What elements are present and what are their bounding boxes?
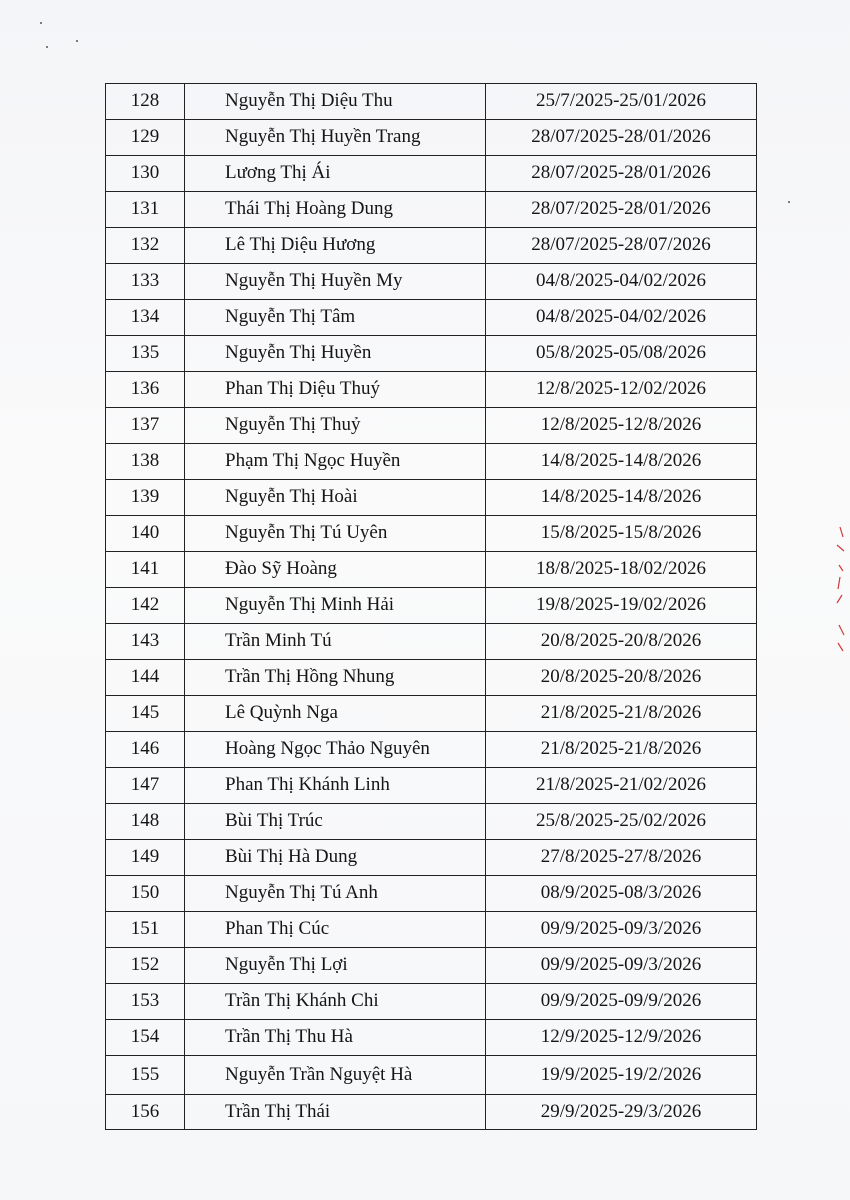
- table-row: [106, 732, 757, 768]
- contract-period-cell: 09/9/2025-09/9/2026: [486, 984, 757, 1020]
- contract-period-cell: 21/8/2025-21/8/2026: [486, 696, 757, 732]
- table-row: [106, 624, 757, 660]
- person-name-cell: Thái Thị Hoàng Dung: [185, 192, 486, 228]
- table-row: [106, 336, 757, 372]
- row-number-cell: 128: [106, 84, 185, 120]
- table-row: [106, 840, 757, 876]
- row-number-cell: 151: [106, 912, 185, 948]
- table-row: [106, 696, 757, 732]
- table-row: [106, 804, 757, 840]
- table-row: [106, 660, 757, 696]
- table-row: [106, 300, 757, 336]
- row-number-cell: 156: [106, 1095, 185, 1130]
- contract-period-cell: 04/8/2025-04/02/2026: [486, 300, 757, 336]
- person-name-cell: Nguyễn Thị Tâm: [185, 300, 486, 336]
- row-number-cell: 141: [106, 552, 185, 588]
- row-number-cell: 149: [106, 840, 185, 876]
- person-name-cell: Nguyễn Thị Tú Anh: [185, 876, 486, 912]
- contract-period-cell: 09/9/2025-09/3/2026: [486, 948, 757, 984]
- contract-period-cell: 28/07/2025-28/07/2026: [486, 228, 757, 264]
- contract-period-cell: 14/8/2025-14/8/2026: [486, 480, 757, 516]
- table-row: [106, 588, 757, 624]
- person-name-cell: Nguyễn Thị Huyền: [185, 336, 486, 372]
- table-row: [106, 444, 757, 480]
- person-name-cell: Nguyễn Thị Hoài: [185, 480, 486, 516]
- table-row: [106, 984, 757, 1020]
- person-name-cell: Lương Thị Ái: [185, 156, 486, 192]
- contract-period-cell: 28/07/2025-28/01/2026: [486, 156, 757, 192]
- row-number-cell: 139: [106, 480, 185, 516]
- row-number-cell: 153: [106, 984, 185, 1020]
- contract-period-cell: 27/8/2025-27/8/2026: [486, 840, 757, 876]
- row-number-cell: 147: [106, 768, 185, 804]
- contract-period-cell: 15/8/2025-15/8/2026: [486, 516, 757, 552]
- row-number-cell: 154: [106, 1020, 185, 1056]
- table-row: [106, 84, 757, 120]
- row-number-cell: 138: [106, 444, 185, 480]
- contract-period-cell: 08/9/2025-08/3/2026: [486, 876, 757, 912]
- person-name-cell: Phan Thị Diệu Thuý: [185, 372, 486, 408]
- row-number-cell: 136: [106, 372, 185, 408]
- row-number-cell: 135: [106, 336, 185, 372]
- person-name-cell: Đào Sỹ Hoàng: [185, 552, 486, 588]
- person-name-cell: Trần Thị Khánh Chi: [185, 984, 486, 1020]
- row-number-cell: 133: [106, 264, 185, 300]
- contract-period-cell: 20/8/2025-20/8/2026: [486, 624, 757, 660]
- contract-period-cell: 20/8/2025-20/8/2026: [486, 660, 757, 696]
- row-number-cell: 131: [106, 192, 185, 228]
- person-name-cell: Nguyễn Thị Minh Hải: [185, 588, 486, 624]
- row-number-cell: 155: [106, 1056, 185, 1095]
- contract-period-cell: 14/8/2025-14/8/2026: [486, 444, 757, 480]
- contract-period-cell: 21/8/2025-21/8/2026: [486, 732, 757, 768]
- row-number-cell: 143: [106, 624, 185, 660]
- person-name-cell: Nguyễn Thị Lợi: [185, 948, 486, 984]
- contract-period-cell: 12/8/2025-12/8/2026: [486, 408, 757, 444]
- contract-period-cell: 29/9/2025-29/3/2026: [486, 1095, 757, 1130]
- person-name-cell: Bùi Thị Hà Dung: [185, 840, 486, 876]
- staff-list-table-container: [105, 83, 755, 1130]
- person-name-cell: Nguyễn Thị Tú Uyên: [185, 516, 486, 552]
- contract-period-cell: 18/8/2025-18/02/2026: [486, 552, 757, 588]
- contract-period-cell: 21/8/2025-21/02/2026: [486, 768, 757, 804]
- row-number-cell: 144: [106, 660, 185, 696]
- contract-period-cell: 05/8/2025-05/08/2026: [486, 336, 757, 372]
- person-name-cell: Nguyễn Thị Huyền My: [185, 264, 486, 300]
- person-name-cell: Nguyễn Thị Diệu Thu: [185, 84, 486, 120]
- scan-speck: [40, 22, 42, 24]
- contract-period-cell: 12/9/2025-12/9/2026: [486, 1020, 757, 1056]
- person-name-cell: Trần Thị Thu Hà: [185, 1020, 486, 1056]
- person-name-cell: Nguyễn Trần Nguyệt Hà: [185, 1056, 486, 1095]
- contract-period-cell: 28/07/2025-28/01/2026: [486, 120, 757, 156]
- row-number-cell: 142: [106, 588, 185, 624]
- contract-period-cell: 09/9/2025-09/3/2026: [486, 912, 757, 948]
- table-row: [106, 948, 757, 984]
- table-row: [106, 768, 757, 804]
- person-name-cell: Lê Thị Diệu Hương: [185, 228, 486, 264]
- staff-list-table: [105, 83, 757, 1130]
- row-number-cell: 146: [106, 732, 185, 768]
- table-row: [106, 876, 757, 912]
- person-name-cell: Phan Thị Cúc: [185, 912, 486, 948]
- row-number-cell: 132: [106, 228, 185, 264]
- table-row: [106, 372, 757, 408]
- contract-period-cell: 25/7/2025-25/01/2026: [486, 84, 757, 120]
- row-number-cell: 145: [106, 696, 185, 732]
- row-number-cell: 152: [106, 948, 185, 984]
- table-row: [106, 1095, 757, 1130]
- table-row: [106, 1056, 757, 1095]
- table-row: [106, 516, 757, 552]
- table-row: [106, 912, 757, 948]
- person-name-cell: Bùi Thị Trúc: [185, 804, 486, 840]
- table-row: [106, 120, 757, 156]
- row-number-cell: 129: [106, 120, 185, 156]
- table-row: [106, 192, 757, 228]
- contract-period-cell: 04/8/2025-04/02/2026: [486, 264, 757, 300]
- person-name-cell: Trần Minh Tú: [185, 624, 486, 660]
- person-name-cell: Nguyễn Thị Huyền Trang: [185, 120, 486, 156]
- table-row: [106, 1020, 757, 1056]
- table-row: [106, 264, 757, 300]
- table-row: [106, 480, 757, 516]
- table-row: [106, 156, 757, 192]
- contract-period-cell: 19/8/2025-19/02/2026: [486, 588, 757, 624]
- row-number-cell: 148: [106, 804, 185, 840]
- row-number-cell: 137: [106, 408, 185, 444]
- red-margin-mark: [834, 525, 846, 665]
- person-name-cell: Phạm Thị Ngọc Huyền: [185, 444, 486, 480]
- person-name-cell: Lê Quỳnh Nga: [185, 696, 486, 732]
- person-name-cell: Trần Thị Hồng Nhung: [185, 660, 486, 696]
- scan-speck: [788, 201, 790, 203]
- contract-period-cell: 25/8/2025-25/02/2026: [486, 804, 757, 840]
- person-name-cell: Nguyễn Thị Thuỷ: [185, 408, 486, 444]
- row-number-cell: 150: [106, 876, 185, 912]
- scan-speck: [46, 46, 48, 48]
- person-name-cell: Hoàng Ngọc Thảo Nguyên: [185, 732, 486, 768]
- contract-period-cell: 28/07/2025-28/01/2026: [486, 192, 757, 228]
- scan-speck: [76, 40, 78, 42]
- table-body: [106, 84, 757, 1130]
- person-name-cell: Phan Thị Khánh Linh: [185, 768, 486, 804]
- row-number-cell: 130: [106, 156, 185, 192]
- table-row: [106, 408, 757, 444]
- row-number-cell: 140: [106, 516, 185, 552]
- person-name-cell: Trần Thị Thái: [185, 1095, 486, 1130]
- contract-period-cell: 12/8/2025-12/02/2026: [486, 372, 757, 408]
- contract-period-cell: 19/9/2025-19/2/2026: [486, 1056, 757, 1095]
- table-row: [106, 552, 757, 588]
- table-row: [106, 228, 757, 264]
- row-number-cell: 134: [106, 300, 185, 336]
